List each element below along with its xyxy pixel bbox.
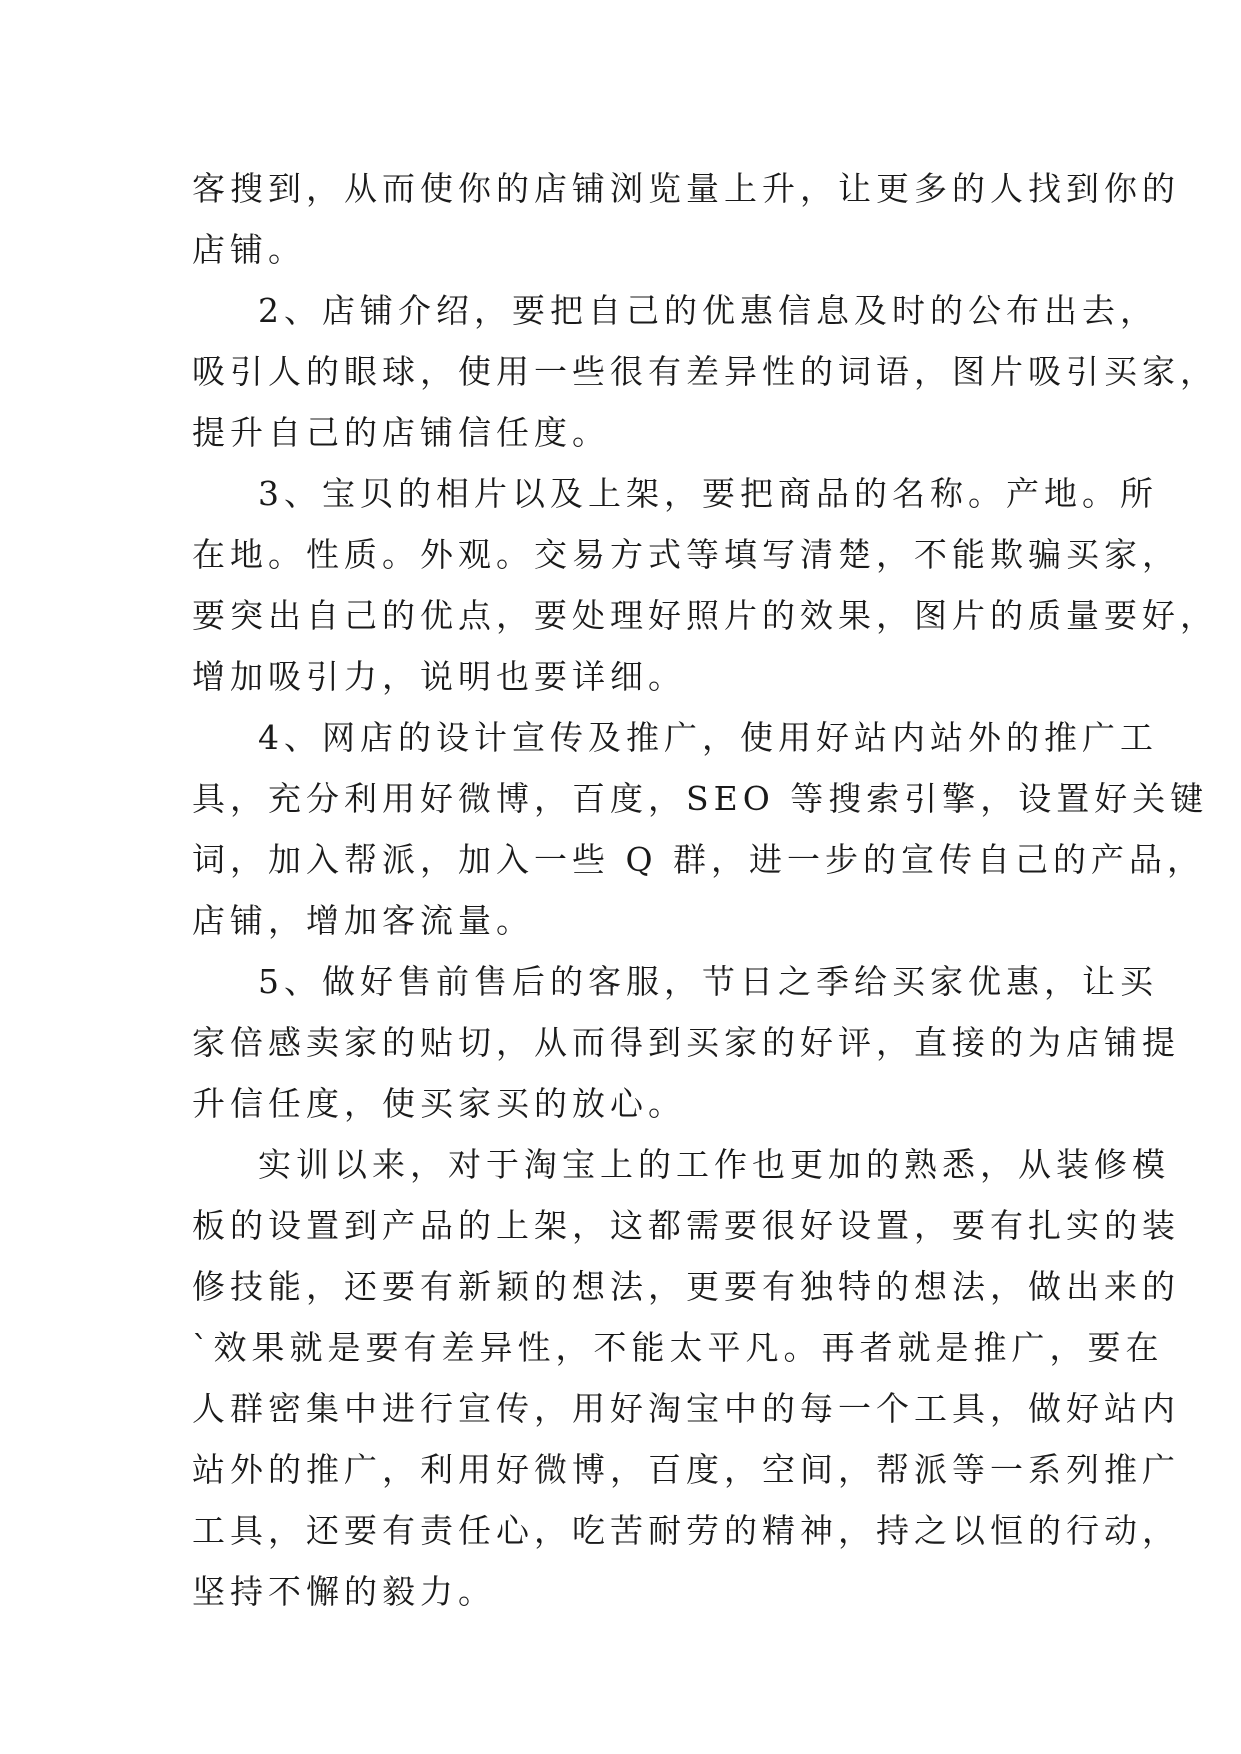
- text-line: 提升自己的店铺信任度。: [192, 413, 610, 452]
- text-line: 升信任度，使买家买的放心。: [192, 1084, 686, 1123]
- text-line: 具，充分利用好微博，百度，SEO 等搜索引擎，设置好关键: [192, 779, 1209, 818]
- text-line: 坚持不懈的毅力。: [192, 1572, 496, 1611]
- text-line: 人群密集中进行宣传，用好淘宝中的每一个工具，做好站内: [192, 1389, 1180, 1428]
- text-line: 实训以来，对于淘宝上的工作也更加的熟悉，从装修模: [258, 1145, 1170, 1184]
- document-body: [192, 158, 1218, 1622]
- text-line: 增加吸引力，说明也要详细。: [192, 657, 686, 696]
- text-line: 3、宝贝的相片以及上架，要把商品的名称。产地。所: [258, 474, 1158, 513]
- text-line: 店铺，增加客流量。: [192, 901, 534, 940]
- text-line: 板的设置到产品的上架，这都需要很好设置，要有扎实的装: [192, 1206, 1180, 1245]
- text-line: 吸引人的眼球，使用一些很有差异性的词语，图片吸引买家，: [192, 352, 1218, 391]
- text-line: 家倍感卖家的贴切，从而得到买家的好评，直接的为店铺提: [192, 1023, 1180, 1062]
- text-line: 词，加入帮派，加入一些 Q 群，进一步的宣传自己的产品，: [192, 840, 1206, 879]
- text-line: 店铺。: [192, 230, 306, 269]
- text-line: 4、网店的设计宣传及推广，使用好站内站外的推广工: [258, 718, 1158, 757]
- text-line: 要突出自己的优点，要处理好照片的效果，图片的质量要好，: [192, 596, 1218, 635]
- text-line: 工具，还要有责任心，吃苦耐劳的精神，持之以恒的行动，: [192, 1511, 1180, 1550]
- text-line: 5、做好售前售后的客服，节日之季给买家优惠，让买: [258, 962, 1158, 1001]
- text-line: `效果就是要有差异性，不能太平凡。再者就是推广，要在: [192, 1328, 1164, 1367]
- text-line: 2、店铺介绍，要把自己的优惠信息及时的公布出去，: [258, 291, 1158, 330]
- text-line: 站外的推广，利用好微博，百度，空间，帮派等一系列推广: [192, 1450, 1180, 1489]
- text-line: 在地。性质。外观。交易方式等填写清楚，不能欺骗买家，: [192, 535, 1180, 574]
- text-line: 修技能，还要有新颖的想法，更要有独特的想法，做出来的: [192, 1267, 1180, 1306]
- text-line: 客搜到，从而使你的店铺浏览量上升，让更多的人找到你的: [192, 169, 1180, 208]
